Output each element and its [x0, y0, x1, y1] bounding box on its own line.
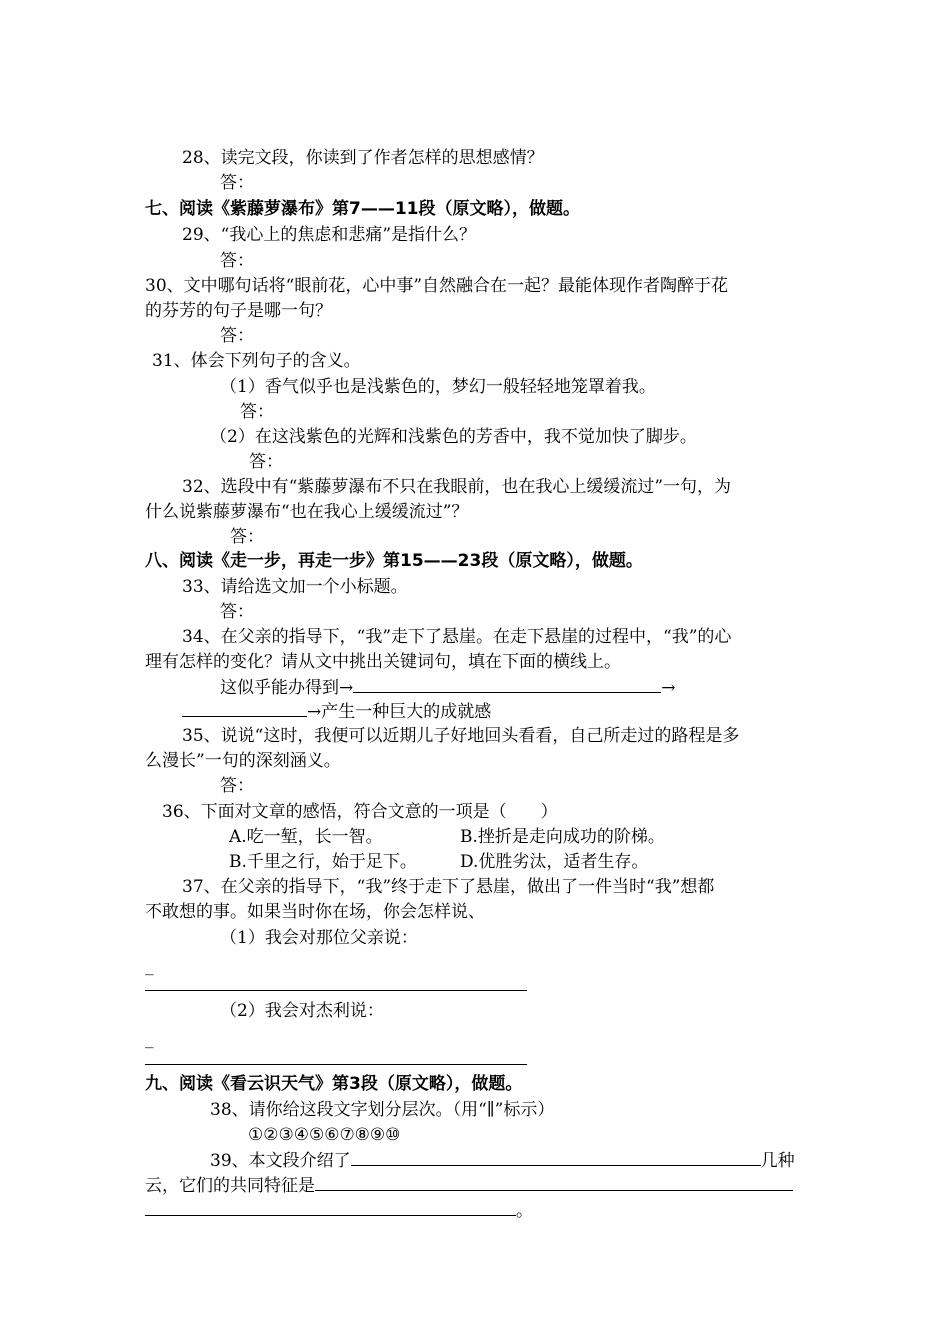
answer-line-37-1[interactable]	[145, 990, 527, 991]
question-28: 28、读完文段，你读到了作者怎样的思想感情？	[182, 148, 544, 168]
question-32-line-1: 32、选段中有“紫藤萝瀑布不只在我眼前，也在我心上缓缓流过”一句，为	[182, 477, 732, 497]
question-38: 38、请你给这段文字划分层次。（用“∥”标示）	[210, 1100, 555, 1120]
underscore-mark: _	[145, 1029, 154, 1049]
circled-numbers: ①②③④⑤⑥⑦⑧⑨⑩	[248, 1125, 401, 1145]
section-7-heading: 七、阅读《紫藤萝瀑布》第7——11段（原文略），做题。	[145, 199, 580, 219]
question-31-item-1: （1）香气似乎也是浅紫色的，梦幻一般轻轻地笼罩着我。	[220, 377, 656, 397]
answer-label-31-2: 答：	[249, 452, 283, 472]
question-30-line-1: 30、文中哪句话将“眼前花，心中事”自然融合在一起？最能体现作者陶醉于花	[145, 276, 729, 296]
question-34-line-1: 34、在父亲的指导下，“我”走下了悬崖。在走下悬崖的过程中，“我”的心	[182, 627, 732, 647]
q39-end-text: 几种	[760, 1151, 795, 1171]
question-36: 36、下面对文章的感悟，符合文意的一项是（ ）	[162, 802, 558, 822]
question-34-fill-line-2	[182, 700, 491, 723]
answer-label-33: 答：	[220, 602, 254, 622]
question-37-line-1: 37、在父亲的指导下，“我”终于走下了悬崖，做出了一件当时“我”想都	[182, 877, 715, 897]
question-39-line-3	[145, 1199, 533, 1222]
q39-line2-text: 云，它们的共同特征是	[145, 1176, 315, 1196]
fill-blank[interactable]	[315, 1174, 793, 1191]
option-c: B.千里之行，始于足下。	[229, 852, 417, 872]
question-35-line-2: 么漫长”一句的深刻涵义。	[145, 751, 341, 771]
fill-blank[interactable]	[182, 700, 307, 717]
answer-label-30: 答：	[220, 326, 254, 346]
question-29: 29、“我心上的焦虑和悲痛”是指什么？	[182, 225, 477, 245]
question-39-line-1	[210, 1149, 795, 1172]
q39-start-text: 39、本文段介绍了	[210, 1151, 351, 1171]
answer-label-31-1: 答：	[240, 402, 274, 422]
option-a: A.吃一堑，长一智。	[229, 827, 383, 847]
period: 。	[516, 1201, 533, 1221]
question-37-item-1: （1）我会对那位父亲说：	[220, 928, 418, 948]
arrow: →	[661, 678, 676, 698]
question-33: 33、请给选文加一个小标题。	[182, 577, 408, 597]
answer-label-35: 答：	[220, 776, 254, 796]
question-30-line-2: 的芬芳的句子是哪一句？	[145, 301, 332, 321]
question-35-line-1: 35、说说“这时，我便可以近期儿子好地回头看看，自己所走过的路程是多	[182, 726, 740, 746]
question-34-fill-line-1	[220, 676, 676, 699]
answer-label-29: 答：	[220, 251, 254, 271]
answer-label-28: 答：	[220, 173, 254, 193]
answer-line-37-2[interactable]	[145, 1064, 527, 1065]
fill-blank[interactable]	[145, 1199, 516, 1216]
question-31-item-2: （2）在这浅紫色的光辉和浅紫色的芳香中，我不觉加快了脚步。	[210, 427, 697, 447]
section-8-heading: 八、阅读《走一步，再走一步》第15——23段（原文略），做题。	[145, 551, 643, 571]
section-9-heading: 九、阅读《看云识天气》第3段（原文略），做题。	[145, 1074, 523, 1094]
fill-blank[interactable]	[351, 1149, 761, 1166]
fill-end-text: →产生一种巨大的成就感	[307, 702, 492, 722]
underscore-mark: _	[145, 956, 154, 976]
option-b: B.挫折是走向成功的阶梯。	[460, 827, 665, 847]
question-37-line-2: 不敢想的事。如果当时你在场，你会怎样说、	[145, 902, 485, 922]
question-31: 31、体会下列句子的含义。	[152, 351, 361, 371]
answer-label-32: 答：	[230, 527, 264, 547]
fill-start-text: 这似乎能办得到→	[220, 678, 354, 698]
question-34-line-2: 理有怎样的变化？请从文中挑出关键词句，填在下面的横线上。	[145, 652, 621, 672]
question-32-line-2: 什么说紫藤萝瀑布“也在我心上缓缓流过”？	[145, 502, 469, 522]
option-d: D.优胜劣汰，适者生存。	[460, 852, 649, 872]
fill-blank[interactable]	[353, 676, 661, 693]
question-37-item-2: （2）我会对杰利说：	[220, 1001, 384, 1021]
question-39-line-2	[145, 1174, 793, 1197]
